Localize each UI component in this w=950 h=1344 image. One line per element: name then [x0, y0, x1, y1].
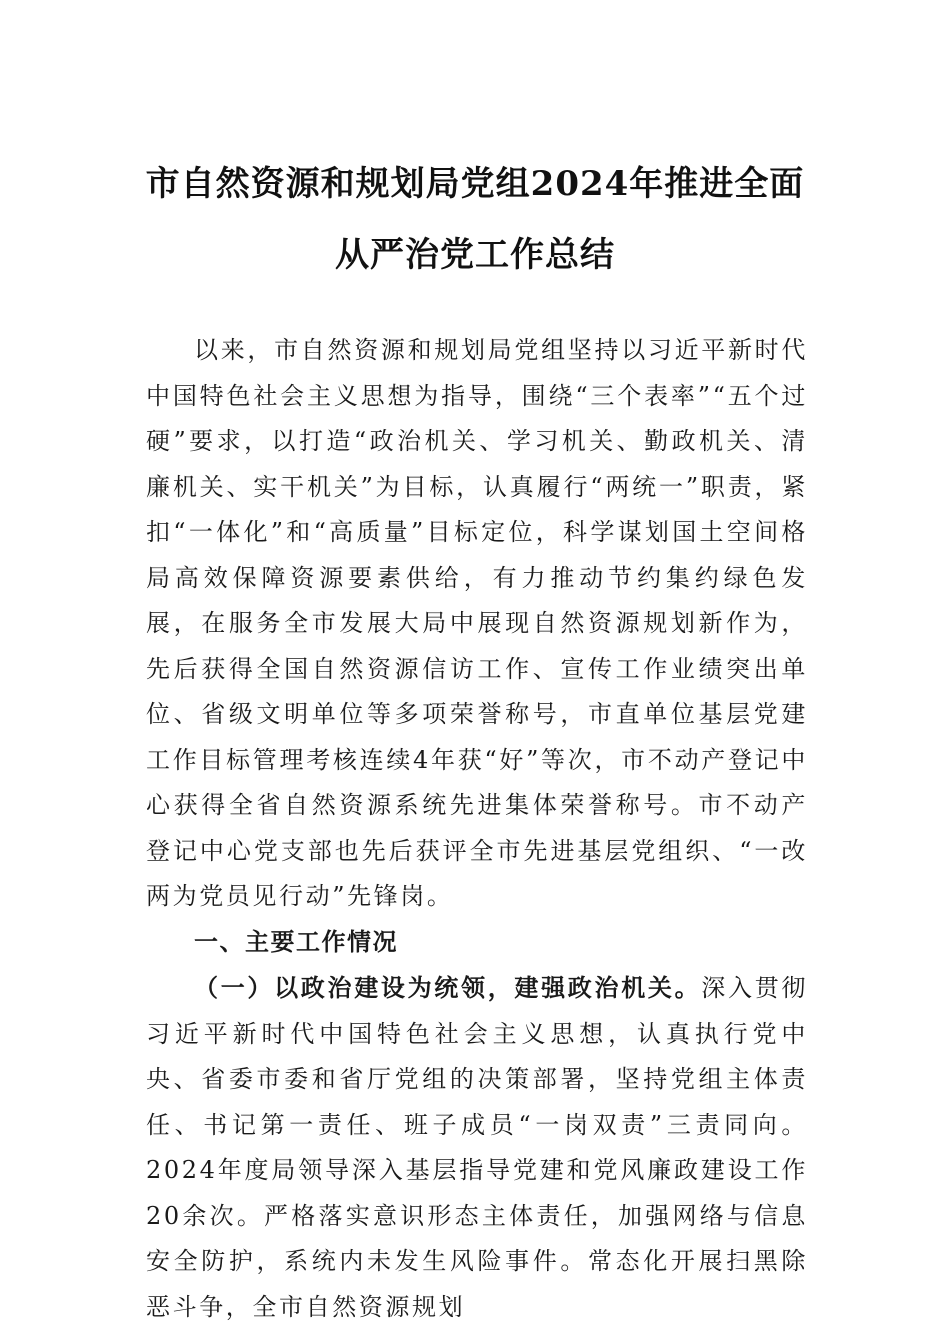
document-body	[146, 328, 808, 1330]
document-title-line-1: 市自然资源和规划局党组2024年推进全面	[145, 164, 805, 204]
section-heading-main-work: 一、主要工作情况	[194, 927, 398, 956]
subsection-heading-political: （一）以政治建设为统领，建强政治机关。	[194, 973, 702, 1002]
document-title-line-2: 从严治党工作总结	[335, 235, 615, 275]
subsection-text-political: 深入贯彻习近平新时代中国特色社会主义思想，认真执行党中央、省委市委和省厅党组的决策部署，坚持党组主体责任、书记第一责任、班子成员“一岗双责”三责同向。2024年度局领导深入基层指导党建和党风廉政建设工作20余次。严格落实意识形态主体责任，加强网络与信息安全防护，系统内未发生风险事件。常态化开展扫黑除恶斗争，全市自然资源规划	[146, 974, 808, 1321]
subsection-paragraph-political	[146, 965, 808, 1330]
intro-paragraph: 以来，市自然资源和规划局党组坚持以习近平新时代中国特色社会主义思想为指导，围绕“三个表率”“五个过硬”要求，以打造“政治机关、学习机关、勤政机关、清廉机关、实干机关”为目标，认真履行“两统一”职责，紧扣“一体化”和“高质量”目标定位，科学谋划国土空间格局高效保障资源要素供给，有力推动节约集约绿色发展，在服务全市发展大局中展现自然资源规划新作为，先后获得全国自然资源信访工作、宣传工作业绩突出单位、省级文明单位等多项荣誉称号，市直单位基层党建工作目标管理考核连续4年获“好”等次，市不动产登记中心获得全省自然资源系统先进集体荣誉称号。市不动产登记中心党支部也先后获评全市先进基层党组织、“一改两为党员见行动”先锋岗。	[146, 336, 808, 910]
